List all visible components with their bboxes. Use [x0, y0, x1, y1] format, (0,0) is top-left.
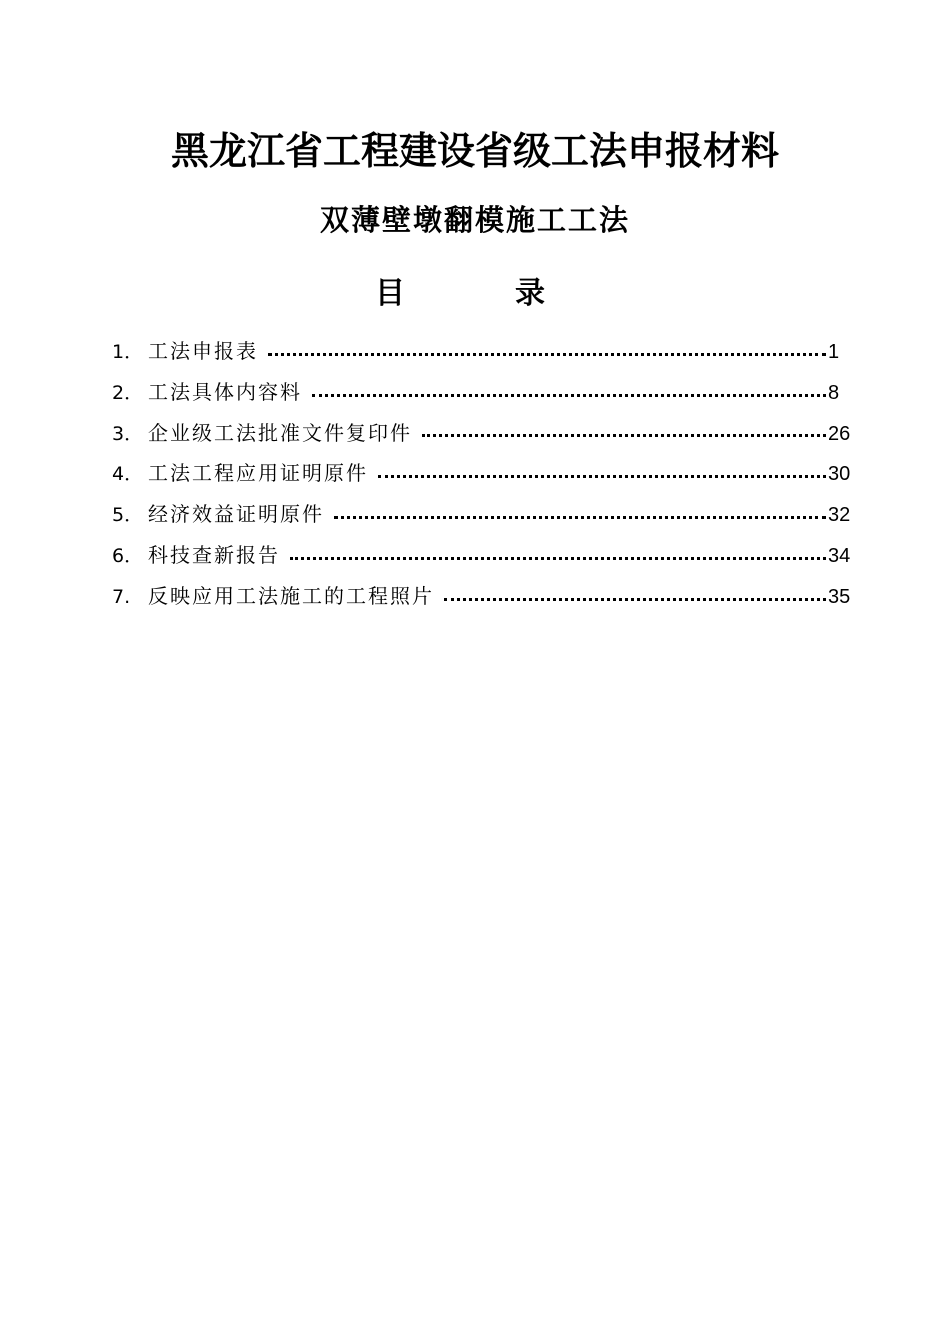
toc-entry-number: 6．: [112, 544, 144, 567]
table-of-contents: [112, 331, 854, 617]
toc-entry-novelty-report[interactable]: [112, 535, 854, 576]
toc-entry-number: 7.: [112, 585, 131, 608]
toc-entry-number: 2．: [112, 381, 144, 404]
toc-entry-label: 企业级工法批准文件复印件: [148, 420, 412, 445]
toc-entry-page: 35: [828, 585, 851, 608]
toc-entry-number: 5．: [112, 504, 144, 527]
toc-dot-leader: [334, 516, 826, 519]
toc-entry-label: 科技查新报告: [148, 542, 280, 567]
toc-heading: [0, 272, 950, 316]
toc-entry-application-proof[interactable]: [112, 453, 854, 494]
toc-dot-leader: [378, 475, 826, 478]
toc-entry-method-content[interactable]: [112, 372, 854, 413]
toc-entry-page: 26: [828, 422, 851, 445]
toc-dot-leader: [268, 353, 826, 356]
toc-entry-label: 工法申报表: [148, 339, 258, 363]
toc-dot-leader: [422, 434, 826, 437]
toc-entry-page: 1: [828, 341, 840, 363]
toc-entry-page: 8: [828, 381, 840, 404]
toc-entry-application-form[interactable]: [112, 331, 854, 372]
toc-entry-number: 1．: [112, 341, 144, 363]
toc-dot-leader: [312, 394, 826, 397]
toc-entry-number: 3．: [112, 422, 144, 445]
toc-entry-economic-proof[interactable]: [112, 494, 854, 535]
toc-dot-leader: [290, 557, 826, 560]
toc-entry-label: 反映应用工法施工的工程照片: [148, 583, 434, 608]
toc-dot-leader: [444, 598, 826, 601]
toc-entry-project-photos[interactable]: [112, 576, 854, 617]
document-subtitle: 双薄壁墩翻模施工工法: [319, 203, 630, 237]
toc-heading-char-2: 录: [515, 276, 545, 311]
toc-entry-label: 经济效益证明原件: [148, 502, 324, 527]
toc-entry-label: 工法具体内容料: [148, 379, 302, 404]
toc-heading-char-1: 目: [375, 276, 405, 311]
document-title: 黑龙江省工程建设省级工法申报材料: [170, 129, 779, 173]
toc-entry-page: 34: [828, 544, 851, 567]
toc-entry-page: 32: [828, 504, 851, 527]
toc-entry-number: 4．: [112, 463, 144, 486]
toc-entry-approval-copy[interactable]: [112, 413, 854, 454]
toc-entry-page: 30: [828, 463, 851, 486]
toc-entry-label: 工法工程应用证明原件: [148, 461, 368, 486]
